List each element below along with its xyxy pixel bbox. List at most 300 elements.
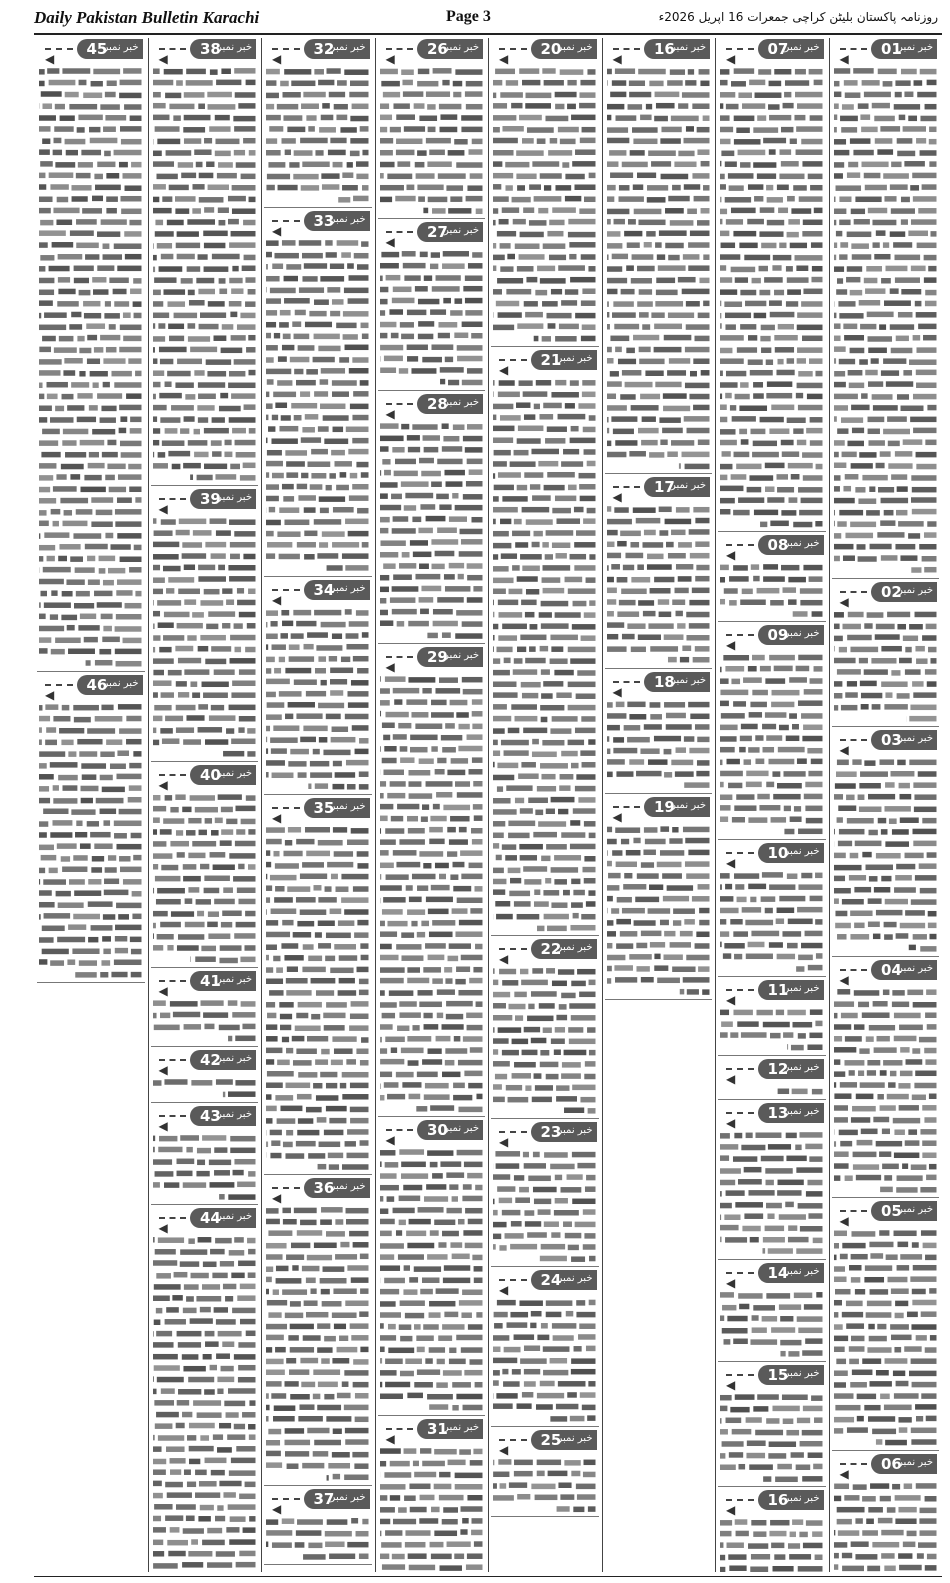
text-word xyxy=(744,1167,762,1173)
text-word xyxy=(271,908,297,914)
text-word xyxy=(242,1412,255,1418)
text-word xyxy=(493,879,506,885)
body-text-lines xyxy=(718,1127,824,1259)
text-word xyxy=(443,805,470,811)
text-word xyxy=(734,954,742,960)
text-word xyxy=(266,1289,269,1295)
text-word xyxy=(349,368,369,374)
text-word xyxy=(563,1221,572,1227)
text-word xyxy=(300,391,310,397)
text-word xyxy=(857,794,864,800)
text-word xyxy=(894,277,919,283)
text-word xyxy=(356,161,369,167)
text-word xyxy=(380,470,381,476)
text-word xyxy=(305,827,330,833)
news-item xyxy=(718,36,826,532)
text-word xyxy=(119,162,128,168)
text-word xyxy=(892,1484,900,1490)
text-word xyxy=(39,648,48,654)
text-word xyxy=(873,1117,889,1123)
text-word xyxy=(344,1370,368,1376)
text-word xyxy=(582,762,596,768)
text-word xyxy=(420,609,429,615)
text-word xyxy=(738,1179,762,1185)
text-word xyxy=(555,1175,562,1181)
body-text-lines xyxy=(264,235,370,576)
text-word xyxy=(643,827,657,833)
text-word xyxy=(134,313,142,319)
text-word xyxy=(468,769,482,775)
story-body xyxy=(491,963,599,1118)
text-word xyxy=(851,1370,872,1376)
text-word xyxy=(694,336,709,342)
text-word xyxy=(923,532,936,538)
text-word xyxy=(133,301,142,307)
text-word xyxy=(853,68,873,73)
text-word xyxy=(846,1323,864,1329)
text-word xyxy=(834,794,843,800)
text-word xyxy=(333,1288,356,1294)
text-word xyxy=(901,289,921,295)
text-word xyxy=(870,1483,889,1489)
text-word xyxy=(850,911,872,917)
text-word xyxy=(325,956,335,962)
text-word xyxy=(557,1506,570,1512)
text-word xyxy=(699,908,709,914)
text-word xyxy=(153,416,157,422)
text-word xyxy=(337,1347,358,1353)
text-word xyxy=(325,1531,352,1537)
text-word xyxy=(168,185,188,191)
text-word xyxy=(916,243,936,249)
text-word xyxy=(542,301,558,307)
text-word xyxy=(224,452,232,458)
text-word xyxy=(404,275,420,281)
text-word xyxy=(345,345,369,351)
text-word xyxy=(574,542,595,548)
text-word xyxy=(556,553,567,559)
text-word xyxy=(408,781,421,787)
text-word xyxy=(65,452,86,458)
text-word xyxy=(777,954,795,960)
text-word xyxy=(285,668,311,674)
text-word xyxy=(637,301,653,307)
story-number-badge xyxy=(304,211,370,231)
text-word xyxy=(90,832,110,838)
text-word xyxy=(910,1164,926,1170)
text-word xyxy=(858,658,867,664)
text-word xyxy=(911,475,936,481)
text-word xyxy=(219,958,237,964)
text-word xyxy=(615,702,624,708)
text-word xyxy=(899,923,924,929)
text-word xyxy=(687,69,693,75)
text-word xyxy=(672,920,680,926)
text-word xyxy=(205,359,230,365)
text-word xyxy=(851,405,869,411)
text-word xyxy=(408,677,435,683)
text-word xyxy=(129,220,141,226)
text-word xyxy=(498,635,517,641)
text-word xyxy=(502,844,516,850)
text-word xyxy=(618,185,629,191)
text-word xyxy=(498,472,521,478)
text-word xyxy=(438,104,461,110)
text-word xyxy=(357,668,368,674)
text-word xyxy=(153,323,155,329)
text-word xyxy=(351,1001,369,1007)
text-word xyxy=(330,909,342,915)
text-word xyxy=(843,486,851,492)
text-word xyxy=(805,931,823,937)
text-word xyxy=(909,716,936,722)
text-word xyxy=(105,475,115,481)
text-word xyxy=(844,1175,852,1181)
text-word xyxy=(284,955,303,961)
text-word xyxy=(731,81,746,87)
text-word xyxy=(238,727,244,733)
text-word xyxy=(266,634,278,640)
text-word xyxy=(195,956,216,962)
text-word xyxy=(493,138,518,144)
text-word xyxy=(380,493,388,499)
text-word xyxy=(725,1237,747,1243)
story-heading xyxy=(266,211,370,238)
text-word xyxy=(430,309,446,315)
text-word xyxy=(320,1278,347,1284)
text-word xyxy=(409,1484,430,1490)
heading-arrow xyxy=(839,1463,868,1481)
text-word xyxy=(307,1428,329,1434)
text-word xyxy=(834,693,842,699)
text-word xyxy=(414,1324,421,1330)
text-word xyxy=(39,868,45,874)
text-word xyxy=(204,818,211,824)
text-word xyxy=(447,851,457,857)
text-word xyxy=(380,711,381,717)
text-word xyxy=(740,382,748,388)
text-word xyxy=(322,1301,342,1307)
text-word xyxy=(552,207,576,213)
text-word xyxy=(846,277,860,283)
text-word xyxy=(103,126,116,132)
text-word xyxy=(153,1260,177,1266)
text-word xyxy=(294,1208,317,1214)
story-heading xyxy=(153,489,257,516)
text-word xyxy=(500,92,523,98)
text-word xyxy=(519,115,542,121)
text-word xyxy=(347,691,368,697)
text-word xyxy=(279,507,299,513)
text-word xyxy=(283,334,291,340)
text-word xyxy=(836,278,842,284)
text-word xyxy=(797,1418,810,1424)
text-word xyxy=(890,771,914,777)
text-word xyxy=(840,242,848,248)
text-word xyxy=(813,1464,822,1470)
text-word xyxy=(382,92,399,98)
text-word xyxy=(916,658,927,664)
text-word xyxy=(616,943,633,949)
text-word xyxy=(738,150,766,156)
text-word xyxy=(849,853,858,859)
text-word xyxy=(241,266,255,272)
text-word xyxy=(114,301,129,307)
text-word xyxy=(692,657,709,663)
text-word xyxy=(798,405,823,411)
text-word xyxy=(314,1243,337,1249)
text-word xyxy=(204,207,214,213)
text-word xyxy=(465,481,482,487)
text-word xyxy=(266,885,272,891)
text-word xyxy=(616,771,633,777)
text-word xyxy=(631,577,650,583)
text-word xyxy=(749,712,762,718)
text-word xyxy=(838,829,864,835)
text-word xyxy=(416,1335,433,1341)
text-word xyxy=(305,322,332,328)
text-word xyxy=(51,590,57,596)
text-word xyxy=(296,839,314,845)
arrow-left-icon: ◀ xyxy=(612,810,622,824)
text-word xyxy=(408,1565,434,1571)
story-heading-label: خبر نمبر xyxy=(784,42,820,53)
text-word xyxy=(700,370,709,376)
text-word xyxy=(891,1002,908,1008)
text-word xyxy=(868,440,884,446)
text-word xyxy=(423,863,431,869)
text-word xyxy=(380,127,387,132)
text-word xyxy=(50,762,78,768)
text-word xyxy=(408,793,432,799)
text-word xyxy=(190,347,217,353)
text-word xyxy=(514,1062,536,1068)
text-word xyxy=(154,1400,174,1406)
text-word xyxy=(287,886,310,892)
text-word xyxy=(442,1370,461,1376)
text-word xyxy=(416,1369,439,1375)
text-word xyxy=(391,298,414,304)
text-word xyxy=(183,115,210,121)
text-word xyxy=(810,185,822,191)
story-number: 11 xyxy=(767,981,789,999)
text-word xyxy=(266,369,291,375)
text-word xyxy=(153,290,161,296)
text-word xyxy=(551,1232,560,1238)
story-body xyxy=(151,63,259,485)
text-word xyxy=(797,312,822,318)
text-word xyxy=(800,1226,823,1232)
text-word xyxy=(615,827,640,833)
text-word xyxy=(87,821,99,827)
text-word xyxy=(108,568,125,574)
text-word xyxy=(224,1401,245,1407)
text-word xyxy=(797,758,807,764)
text-word xyxy=(744,1213,763,1219)
story-body xyxy=(718,1389,826,1486)
text-word xyxy=(153,103,166,109)
text-word xyxy=(911,567,921,573)
text-word xyxy=(537,266,555,272)
text-word xyxy=(720,1225,739,1231)
text-word xyxy=(646,564,671,570)
text-word xyxy=(120,126,142,132)
text-word xyxy=(385,1359,403,1365)
text-word xyxy=(423,1094,449,1100)
text-word xyxy=(327,287,340,293)
text-word xyxy=(403,505,415,511)
text-word xyxy=(120,80,142,86)
text-word xyxy=(539,1003,555,1009)
text-word xyxy=(153,336,165,342)
text-word xyxy=(920,1129,936,1135)
text-word xyxy=(621,370,640,376)
text-word xyxy=(273,1289,279,1295)
story-body xyxy=(151,1074,259,1102)
text-word xyxy=(207,92,232,98)
text-word xyxy=(839,510,863,516)
text-word xyxy=(354,253,369,258)
text-word xyxy=(577,1494,596,1500)
text-word xyxy=(314,610,341,616)
text-word xyxy=(788,599,797,605)
text-word xyxy=(846,266,861,272)
text-word xyxy=(456,162,482,168)
text-word xyxy=(493,740,498,746)
text-word xyxy=(215,139,239,145)
text-word xyxy=(912,934,926,940)
text-word xyxy=(834,197,835,203)
text-word xyxy=(555,1198,568,1204)
text-word xyxy=(317,1405,341,1411)
text-word xyxy=(735,1519,748,1525)
text-word xyxy=(720,942,722,948)
text-word xyxy=(726,1190,745,1196)
text-word xyxy=(880,126,900,132)
story-number-badge xyxy=(871,1454,937,1474)
text-word xyxy=(266,138,277,144)
text-word xyxy=(563,890,570,896)
text-word xyxy=(572,1152,596,1158)
text-word xyxy=(538,821,566,827)
text-word xyxy=(834,1277,847,1283)
text-word xyxy=(666,885,692,891)
story-number: 04 xyxy=(881,961,902,979)
text-word xyxy=(282,1208,291,1214)
text-word xyxy=(896,394,908,400)
text-word xyxy=(419,1495,434,1501)
text-word xyxy=(295,1542,305,1548)
text-word xyxy=(730,919,742,925)
text-word xyxy=(565,577,583,583)
text-word xyxy=(493,1097,505,1103)
arrow-left-icon: ◀ xyxy=(726,1072,736,1086)
text-word xyxy=(280,81,289,87)
text-word xyxy=(770,521,788,527)
text-word xyxy=(385,1382,410,1388)
text-word xyxy=(782,931,801,937)
text-word xyxy=(749,475,773,481)
text-word xyxy=(220,807,232,813)
text-word xyxy=(638,428,659,434)
text-word xyxy=(779,896,805,902)
text-word xyxy=(325,1542,344,1548)
text-word xyxy=(330,138,346,144)
text-word xyxy=(612,312,636,318)
text-word xyxy=(87,728,115,734)
text-word xyxy=(854,841,881,847)
text-word xyxy=(806,818,823,824)
text-word xyxy=(465,1564,482,1570)
text-word xyxy=(77,417,96,423)
text-word xyxy=(199,1307,210,1313)
text-word xyxy=(720,197,721,203)
text-word xyxy=(835,911,847,917)
text-word xyxy=(540,705,564,711)
text-word xyxy=(396,944,421,950)
text-word xyxy=(542,68,555,74)
text-word xyxy=(669,69,684,75)
text-word xyxy=(326,1083,337,1089)
text-word xyxy=(816,953,823,959)
text-word xyxy=(769,1441,796,1447)
text-word xyxy=(55,406,64,412)
text-word xyxy=(861,162,888,168)
text-word xyxy=(409,540,427,546)
text-word xyxy=(720,599,725,605)
text-word xyxy=(198,1516,210,1522)
text-word xyxy=(401,552,409,558)
text-word xyxy=(192,208,201,214)
text-word xyxy=(118,474,142,480)
text-word xyxy=(218,565,225,571)
text-word xyxy=(582,127,596,133)
text-word xyxy=(573,601,587,607)
text-word xyxy=(683,138,709,144)
text-word xyxy=(747,219,764,225)
text-word xyxy=(607,896,613,902)
heading-arrow xyxy=(385,1129,414,1147)
story-heading-label: خبر نمبر xyxy=(217,1053,252,1064)
text-word xyxy=(812,266,823,272)
text-word xyxy=(607,565,609,571)
text-word xyxy=(607,312,609,318)
text-word xyxy=(744,255,770,261)
text-word xyxy=(670,116,698,122)
text-word xyxy=(398,1324,411,1330)
text-word xyxy=(311,473,326,479)
text-word xyxy=(864,623,872,629)
text-word xyxy=(472,252,482,258)
text-word xyxy=(383,770,404,776)
text-word xyxy=(720,1406,727,1412)
text-word xyxy=(554,1049,561,1055)
text-word xyxy=(584,1233,595,1239)
text-word xyxy=(359,979,369,985)
text-word xyxy=(340,472,347,478)
text-word xyxy=(799,196,823,202)
text-word xyxy=(434,1220,455,1226)
text-word xyxy=(248,370,255,376)
text-word xyxy=(380,103,389,109)
text-word xyxy=(314,391,328,397)
text-word xyxy=(266,298,281,304)
body-text-lines xyxy=(151,995,257,1046)
text-word xyxy=(809,1033,822,1039)
text-word xyxy=(279,426,298,432)
text-word xyxy=(380,598,386,604)
text-word xyxy=(796,966,804,972)
